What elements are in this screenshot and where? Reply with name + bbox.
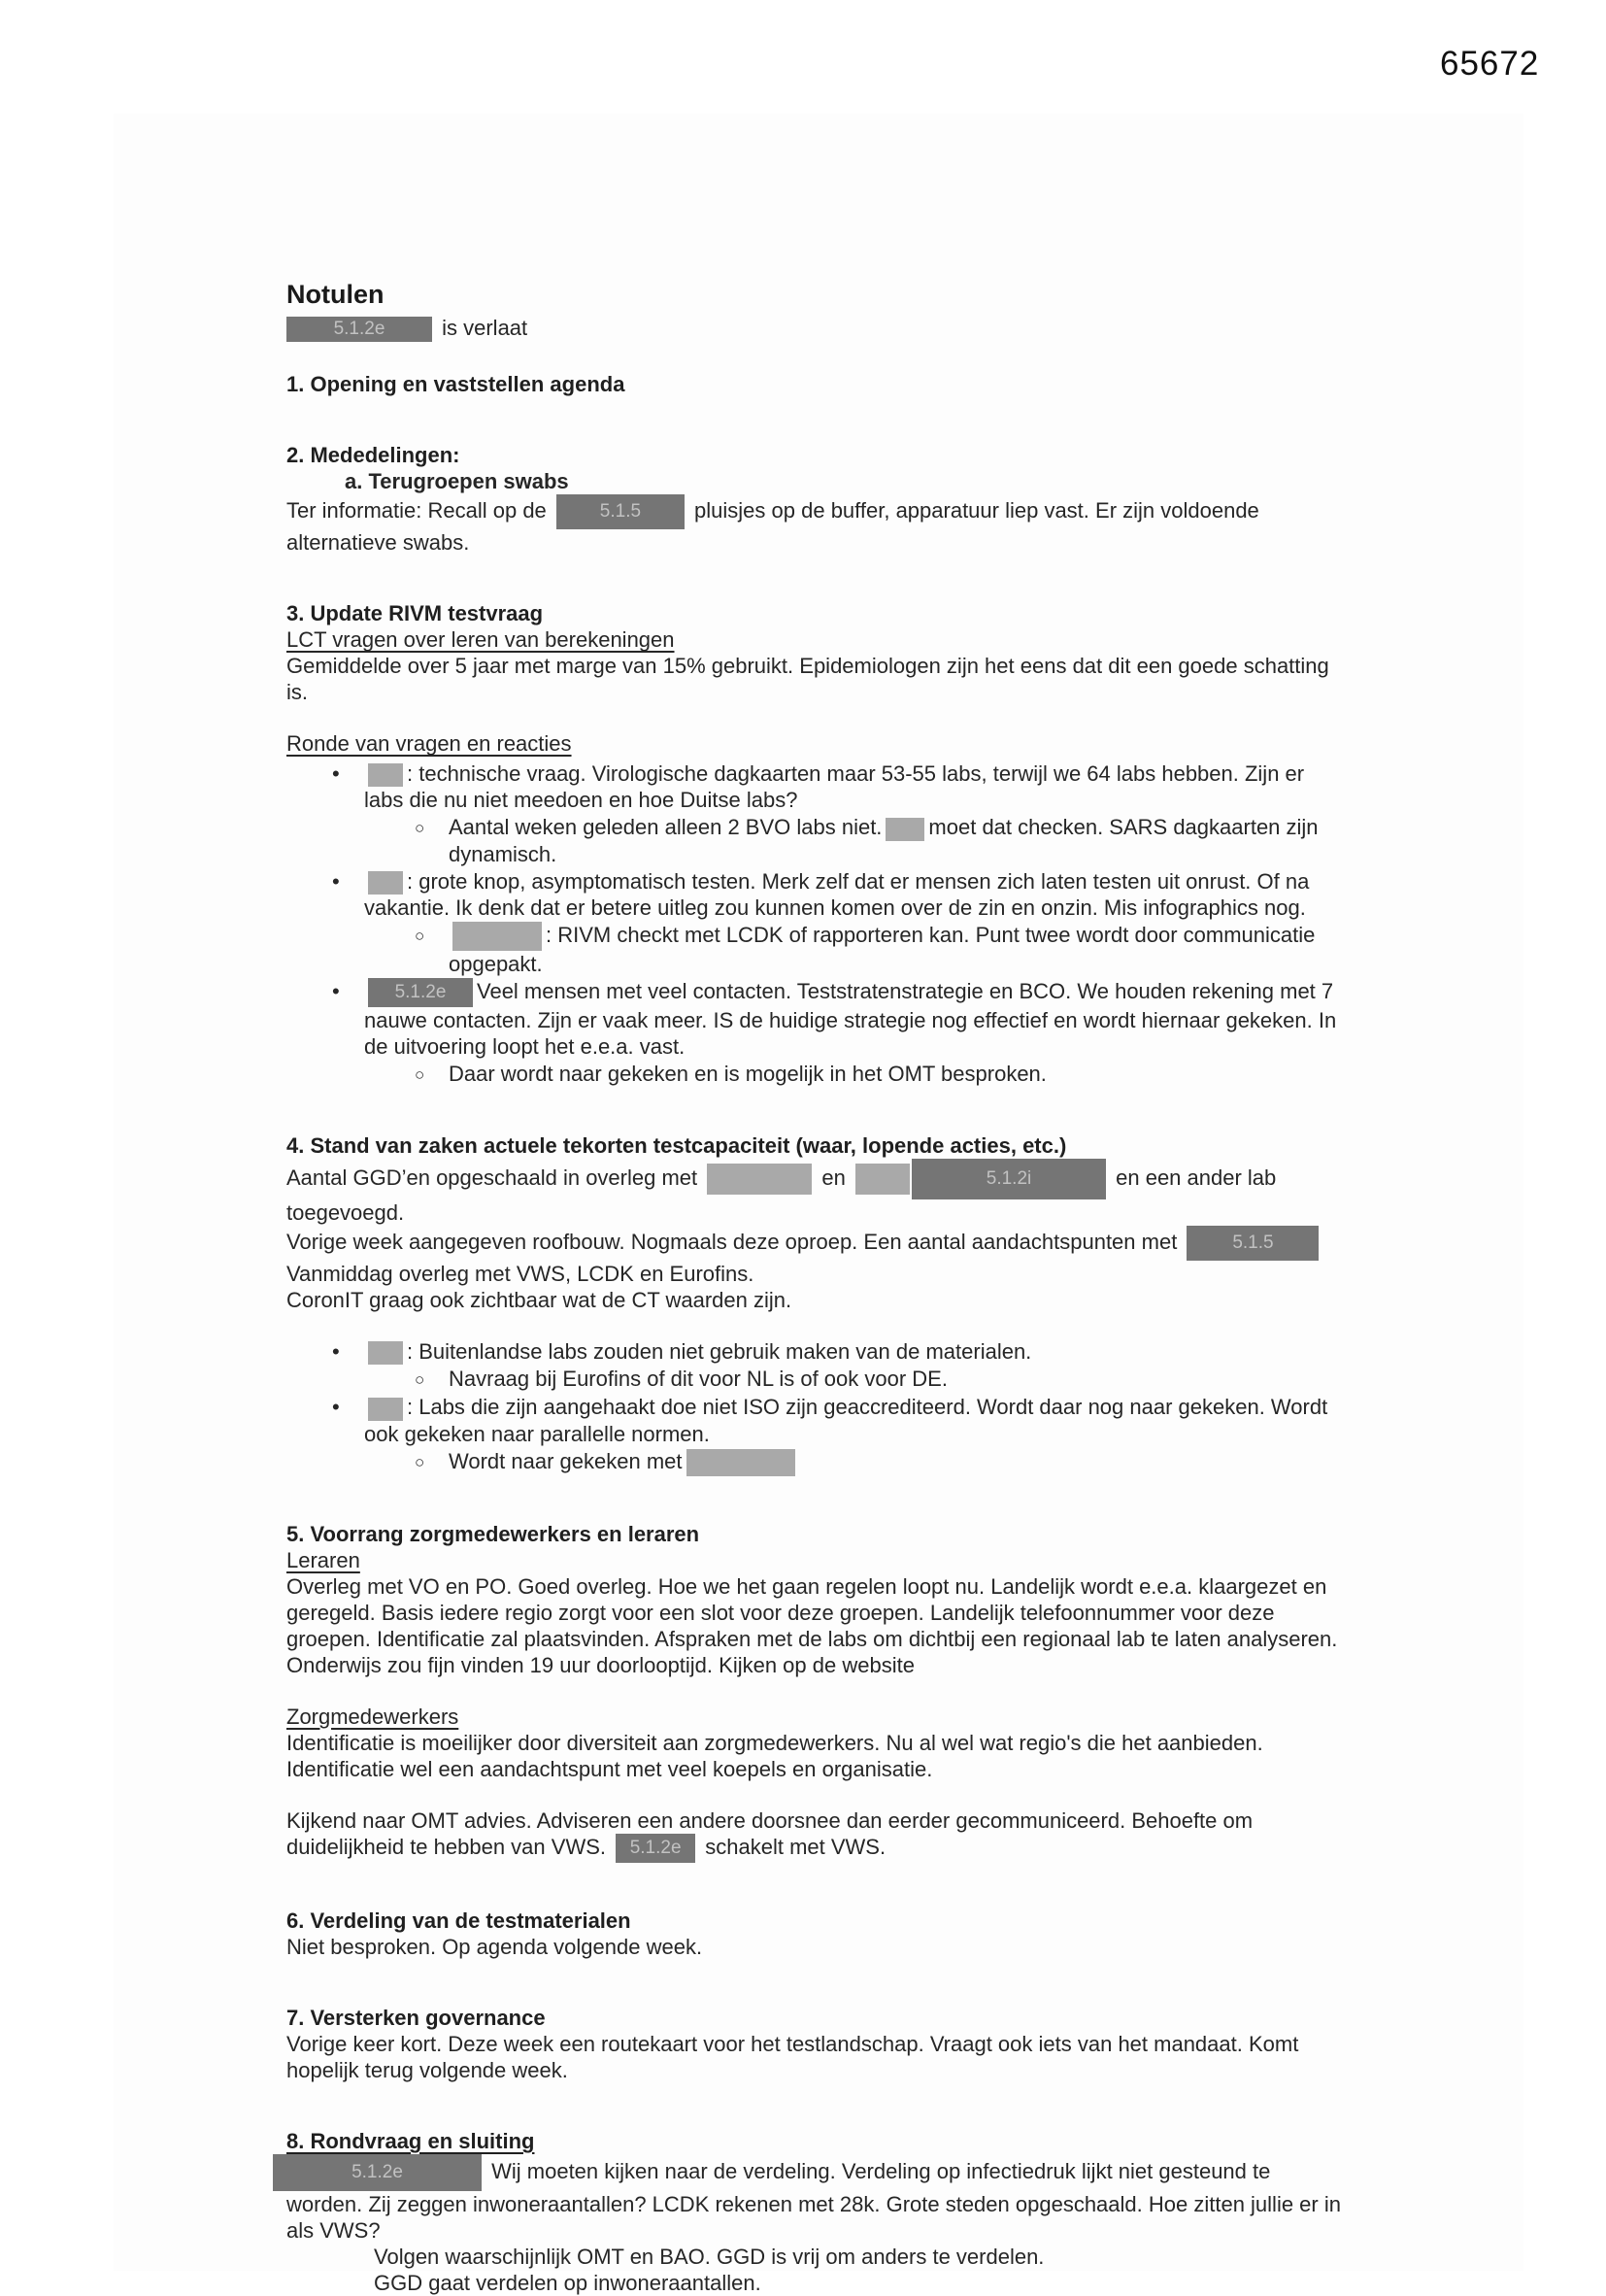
bullet-list [286,1338,1341,1476]
bullet-list [286,760,1341,1088]
section-heading-2: 2. Mededelingen: [286,443,460,468]
attendance-line [286,315,1341,342]
list-item [286,978,1341,1060]
redaction-box: 5.1.2e [616,1834,695,1863]
paragraph-text: pluisjes op de buffer, apparatuur liep vast. Er zijn voldoende alternatieve swabs. [286,498,1259,556]
redaction-box: 5.1.2e [273,2154,482,2191]
bullet-text: moet dat checken. SARS dagkaarten zijn dynamisch. [449,815,1319,866]
paragraph: Vorige keer kort. Deze week een routekaart voor het testlandschap. Vraagt ook iets van het mandaat. Komt hopelijk terug volgende week. [286,2031,1299,2082]
bullet-text: : grote knop, asymptomatisch testen. Merk zelf dat er mensen zich laten testen uit onrust. Of na vakantie. Ik denk dat er betere uitleg zou kunnen komen over de zin en onzin. Mis infographics nog. [364,868,1310,920]
list-item [286,1338,1341,1365]
paragraph: Gemiddelde over 5 jaar met marge van 15% gebruikt. Epidemiologen zijn het eens dat dit een goede schatting is. [286,654,1329,705]
paragraph-text: Wij moeten kijken naar de verdeling. Verdeling op infectiedruk lijkt niet gesteund te worden. Zij zeggen inwoneraantallen? LCDK rekenen met 28k. Grote steden opgeschaald. Hoe zitten jullie er in als VWS? [286,2158,1341,2243]
redaction-box: 5.1.2i [912,1159,1106,1199]
bullet-icon: • [332,1339,340,1365]
circle-bullet-icon: ○ [415,1065,425,1085]
paragraph: GGD gaat verdelen op inwoneraantallen. [374,2270,761,2295]
section-heading-4: 4. Stand van zaken actuele tekorten testcapaciteit (waar, lopende acties, etc.) [286,1133,1067,1159]
redaction-box [368,1341,403,1365]
redaction-box [686,1449,795,1476]
redaction-box: 5.1.5 [1187,1226,1319,1261]
paragraph-text: en een ander lab toegevoegd. [286,1165,1277,1226]
circle-bullet-icon: ○ [415,819,425,838]
redaction-box: 5.1.2e [286,317,432,342]
bullet-text: : RIVM checkt met LCDK of rapporteren kan. Punt twee wordt door communicatie opgepakt. [449,922,1316,976]
paragraph: Overleg met VO en PO. Goed overleg. Hoe we het gaan regelen loopt nu. Landelijk wordt e.e.a. klaargezet en geregeld. Basis iedere regio zorgt voor een slot voor deze groepen. Landelijk telefoonnummer voor deze groepen. Identificatie zal plaatsvinden. Afspraken met de labs om dichtbij een regionaal lab te laten analyseren. Onderwijs zou fijn vinden 19 uur doorlooptijd. Kijken op de website [286,1573,1338,1677]
section-heading-6: 6. Verdeling van de testmaterialen [286,1908,631,1933]
paragraph-text: Ter informatie: Recall op de [286,498,547,523]
paragraph: Volgen waarschijnlijk OMT en BAO. GGD is vrij om anders te verdelen. [374,2244,1045,2269]
list-item [286,760,1341,813]
list-item [286,1394,1341,1446]
attendance-text: is verlaat [442,316,528,340]
subsection-heading: Zorgmedewerkers [286,1704,459,1729]
sub-list-item [286,1366,1341,1393]
bullet-text: : technische vraag. Virologische dagkaarten maar 53-55 labs, terwijl we 64 labs hebben. Zijn er labs die nu niet meedoen en hoe Duitse labs? [364,761,1305,813]
paragraph-text: Aantal GGD’en opgeschaald in overleg met [286,1165,698,1190]
paragraph-text: Kijkend naar OMT advies. Adviseren een andere doorsnee dan eerder gecommuniceerd. Behoefte om duidelijkheid te hebben van VWS. [286,1807,1254,1859]
redaction-box [886,818,924,841]
paragraph-text: Vanmiddag overleg met VWS, LCDK en Eurofins. [286,1262,754,1287]
bullet-text: Wordt naar gekeken met [449,1448,683,1473]
paragraph-text: Vorige week aangegeven roofbouw. Nogmaals deze oproep. Een aantal aandachtspunten met [286,1229,1178,1254]
circle-bullet-icon: ○ [415,1370,425,1390]
section-heading-3: 3. Update RIVM testvraag [286,601,544,626]
page-number: 65672 [1440,45,1540,83]
sub-list-item [286,922,1341,977]
paragraph-text: CoronIT graag ook zichtbaar wat de CT waarden zijn. [286,1288,792,1313]
circle-bullet-icon: ○ [415,926,425,945]
bullet-icon: • [332,1395,340,1420]
bullet-icon: • [332,761,340,787]
paragraph [286,494,1341,556]
sub-list-item [286,814,1341,866]
document-title: Notulen [286,280,385,309]
paragraph-text: en [821,1165,846,1190]
subsection-heading: LCT vragen over leren van berekeningen [286,627,675,653]
bullet-text: Veel mensen met veel contacten. Teststratenstrategie en BCO. We houden rekening met 7 nauwe contacten. Zijn er vaak meer. IS de huidige strategie nog effectief en wordt hiernaar gekeken. In de uitvoering loopt het e.e.a. vast. [364,978,1337,1060]
document-content [286,280,1341,2296]
paragraph [286,1807,1341,1863]
section-heading-1: 1. Opening en vaststellen agenda [286,372,625,397]
circle-bullet-icon: ○ [415,1452,425,1471]
redaction-box: 5.1.5 [556,494,685,529]
bullet-text: Aantal weken geleden alleen 2 BVO labs niet. [449,815,883,840]
sub-list-item [286,1061,1341,1088]
paragraph: Niet besproken. Op agenda volgende week. [286,1934,703,1959]
redaction-box: 5.1.2e [368,978,473,1007]
subsection-heading: Leraren [286,1547,360,1572]
subsection-heading: Ronde van vragen en reacties [286,731,572,757]
section-heading-5: 5. Voorrang zorgmedewerkers en leraren [286,1521,700,1546]
section-heading-7: 7. Versterken governance [286,2005,546,2030]
section-heading-8: 8. Rondvraag en sluiting [286,2128,535,2153]
redaction-box [368,763,403,787]
bullet-text: Navraag bij Eurofins of dit voor NL is of ook voor DE. [449,1367,948,1392]
redaction-box [368,871,403,895]
redaction-box [855,1164,910,1195]
paragraph [286,2154,1341,2244]
redaction-box [452,922,542,951]
bullet-text: Daar wordt naar gekeken en is mogelijk in het OMT besproken. [449,1062,1047,1087]
paragraph: Identificatie is moeilijker door diversiteit aan zorgmedewerkers. Nu al wel wat regio's die het aanbieden. Identificatie wel een aandachtspunt met veel koepels en organisatie. [286,1730,1263,1781]
redaction-box [368,1398,403,1421]
bullet-icon: • [332,868,340,894]
list-item [286,868,1341,921]
paragraph-text: schakelt met VWS. [705,1834,887,1859]
bullet-text: : Labs die zijn aangehaakt doe niet ISO zijn geaccrediteerd. Wordt daar nog naar gekeken. Wordt ook gekeken naar parallelle normen. [364,1395,1328,1446]
redaction-box [707,1164,812,1195]
sub-list-item [286,1448,1341,1476]
bullet-text: : Buitenlandse labs zouden niet gebruik maken van de materialen. [407,1339,1032,1365]
paragraph [286,1159,1341,1313]
subsection-heading-2a: a. Terugroepen swabs [345,469,569,494]
bullet-icon: • [332,978,340,1003]
